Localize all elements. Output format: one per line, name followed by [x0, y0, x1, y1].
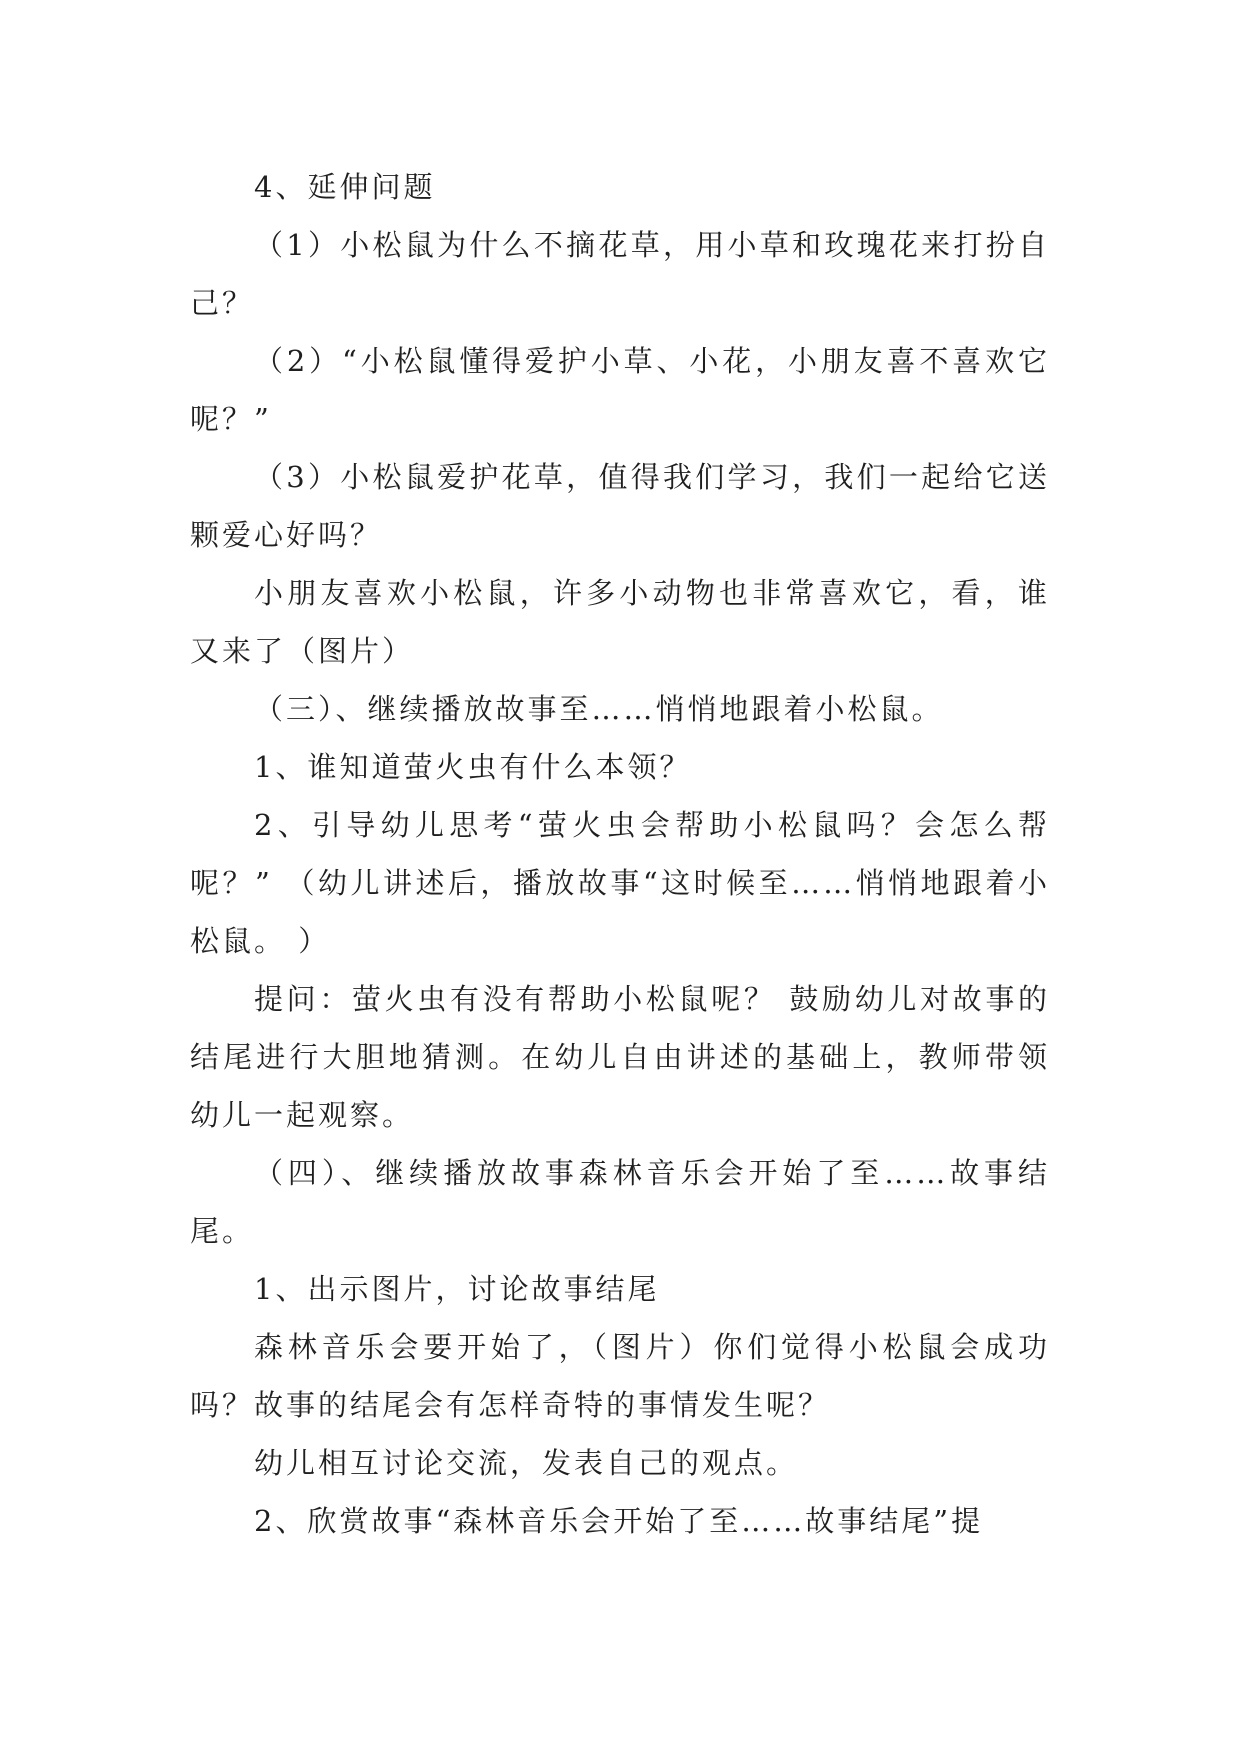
question-paragraph: （3）小松鼠爱护花草，值得我们学习，我们一起给它送颗爱心好吗？: [190, 460, 1050, 552]
list-item: 2、引导幼儿思考“萤火虫会帮助小松鼠吗？会怎么帮呢？” （幼儿讲述后，播放故事“这时候至……悄悄地跟着小松鼠。 ）: [190, 808, 1050, 958]
section-heading: （三）、继续播放故事至……悄悄地跟着小松鼠。: [254, 692, 944, 726]
body-paragraph: 幼儿相互讨论交流，发表自己的观点。: [254, 1446, 799, 1480]
body-paragraph: 小朋友喜欢小松鼠，许多小动物也非常喜欢它，看，谁又来了（图片）: [190, 576, 1050, 668]
question-paragraph: （1）小松鼠为什么不摘花草，用小草和玫瑰花来打扮自己？: [190, 228, 1050, 320]
section-heading: 4、延伸问题: [254, 170, 436, 204]
list-item: 2、欣赏故事“森林音乐会开始了至……故事结尾”提: [254, 1504, 984, 1538]
body-paragraph: 森林音乐会要开始了，（图片）你们觉得小松鼠会成功吗？故事的结尾会有怎样奇特的事情发生呢？: [190, 1330, 1050, 1422]
body-paragraph: 提问：萤火虫有没有帮助小松鼠呢？ 鼓励幼儿对故事的结尾进行大胆地猜测。在幼儿自由讲述的基础上，教师带领幼儿一起观察。: [190, 982, 1050, 1132]
list-item: 1、出示图片，讨论故事结尾: [254, 1272, 660, 1306]
question-paragraph: （2）“小松鼠懂得爱护小草、小花，小朋友喜不喜欢它呢？”: [190, 344, 1050, 436]
document-body: [190, 158, 1050, 1550]
list-item: 1、谁知道萤火虫有什么本领？: [254, 750, 692, 784]
section-heading: （四）、继续播放故事森林音乐会开始了至……故事结尾。: [190, 1156, 1050, 1248]
